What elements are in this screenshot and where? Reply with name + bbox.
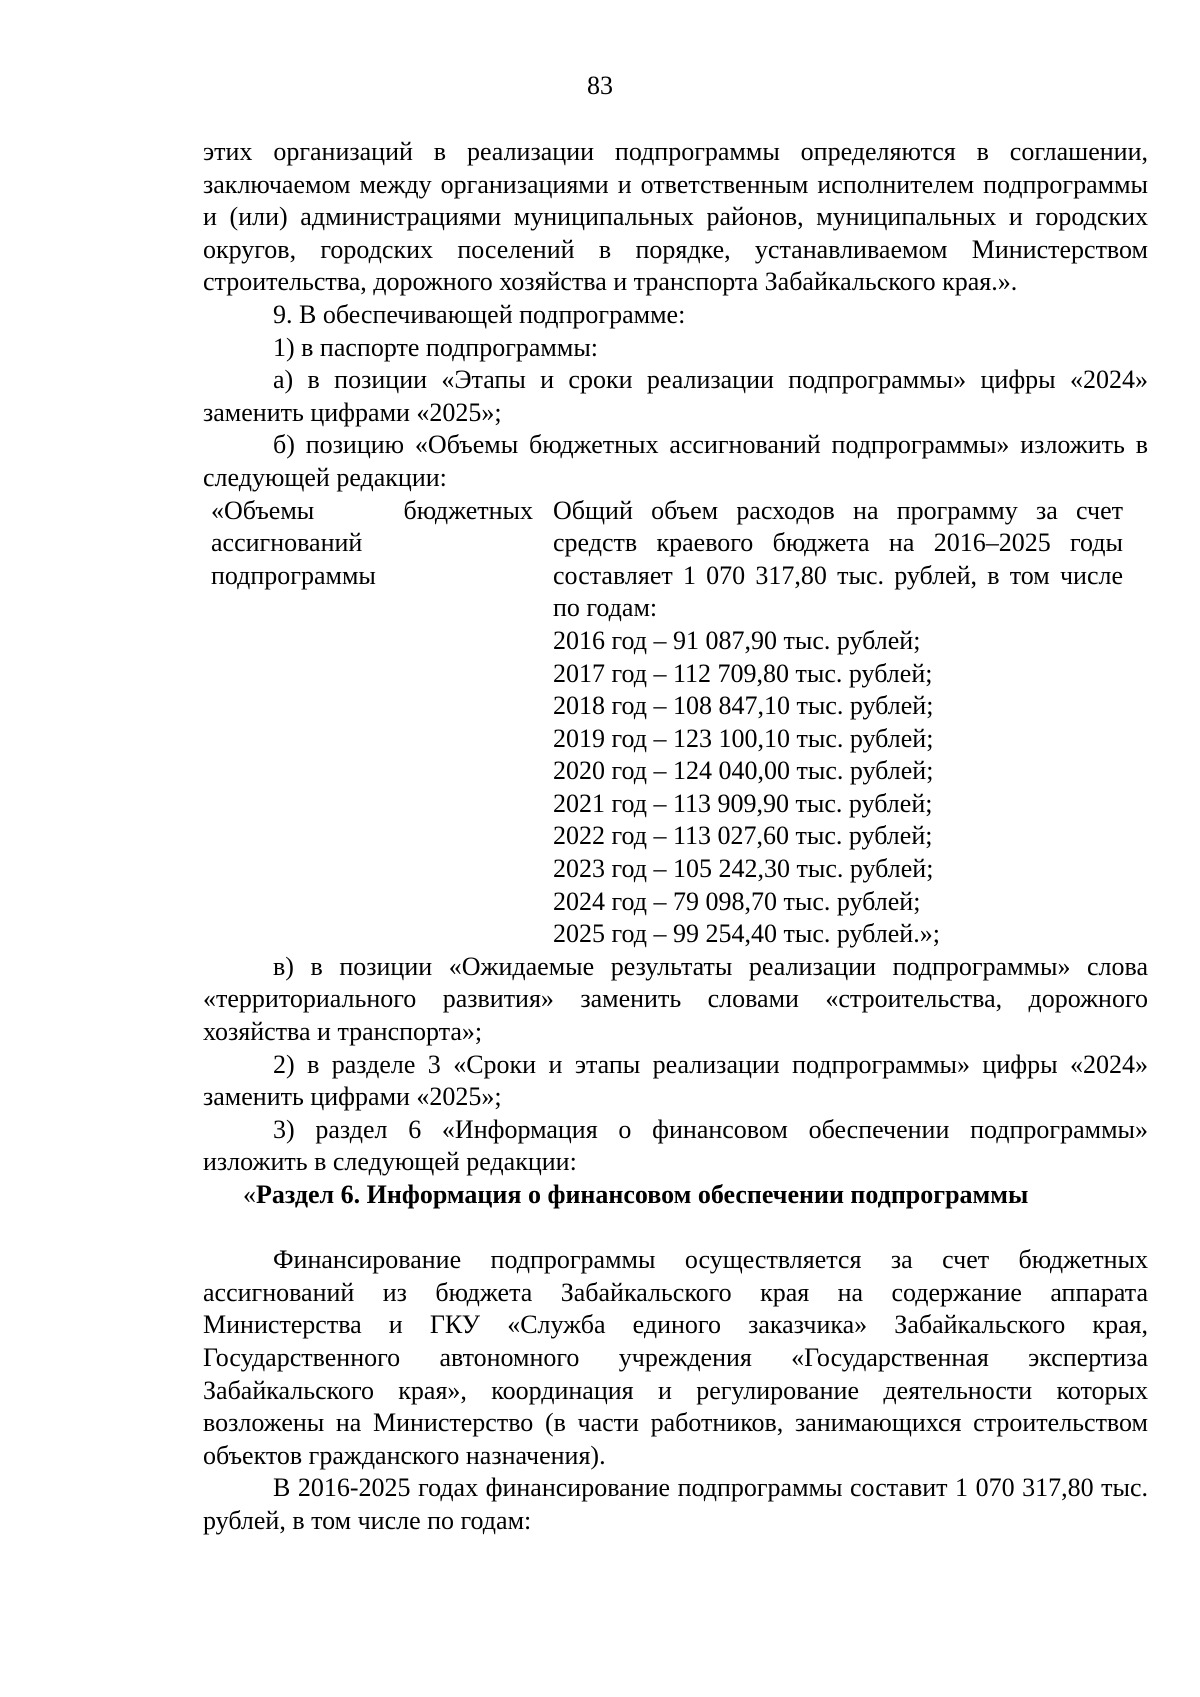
section-heading-quote: «: [243, 1180, 256, 1209]
paragraph-item-b: б) позицию «Объемы бюджетных ассигнований подпрограммы» изложить в следующей редакции:: [203, 430, 1148, 492]
passport-table: [203, 495, 1148, 951]
section-heading: [203, 1179, 1148, 1212]
passport-label: «Объемы бюджетных ассигнований подпрограммы: [211, 495, 533, 590]
paragraph-item-v: в) в позиции «Ожидаемые результаты реализации подпрограммы» слова «территориального развития» заменить словами «строительства, дорожного хозяйства и транспорта»;: [203, 951, 1148, 1047]
paragraph-item-9: 9. В обеспечивающей подпрограмме:: [273, 299, 686, 329]
passport-intro: Общий объем расходов на программу за счет средств краевого бюджета на 2016–2025 годы составляет 1 070 317,80 тыс. рублей, в том числе по годам:: [553, 495, 1123, 623]
paragraph-item-3: 3) раздел 6 «Информация о финансовом обеспечении подпрограммы» изложить в следующей редакции:: [203, 1114, 1148, 1177]
section-heading-title: Раздел 6. Информация о финансовом обеспечении подпрограммы: [256, 1180, 1029, 1209]
paragraph-item-1-passport: 1) в паспорте подпрограммы:: [273, 332, 599, 362]
passport-year-line: 2019 год – 123 100,10 тыс. рублей;: [553, 723, 934, 753]
document-body: [203, 136, 1148, 1538]
passport-year-line: 2022 год – 113 027,60 тыс. рублей;: [553, 821, 933, 851]
passport-year-line: 2024 год – 79 098,70 тыс. рублей;: [553, 886, 921, 916]
blank-line: [203, 1212, 1148, 1245]
page-number: 83: [587, 71, 613, 100]
passport-year-line: 2023 год – 105 242,30 тыс. рублей;: [553, 854, 934, 884]
passport-year-line: 2017 год – 112 709,80 тыс. рублей;: [553, 658, 933, 688]
passport-year-line: 2021 год – 113 909,90 тыс. рублей;: [553, 788, 933, 818]
passport-year-line: 2025 год – 99 254,40 тыс. рублей.»;: [553, 919, 940, 949]
paragraph-financing: Финансирование подпрограммы осуществляется за счет бюджетных ассигнований из бюджета Забайкальского края на содержание аппарата Министерства и ГКУ «Служба единого заказчика» Забайкальского края, Государственного автономного учреждения «Государственная экспертиза Забайкальского края», координация и регулирование деятельности которых возложены на Министерство (в части работников, занимающихся строительством объектов гражданского назначения).: [203, 1245, 1148, 1470]
paragraph-item-a: а) в позиции «Этапы и сроки реализации подпрограммы» цифры «2024» заменить цифрами «2025»;: [203, 365, 1148, 427]
paragraph-continuation: этих организаций в реализации подпрограммы определяются в соглашении, заключаемом между организациями и ответственным исполнителем подпрограммы и (или) администрациями муниципальных районов, муниципальных и городских округов, городских поселений в порядке, устанавливаемом Министерством строительства, дорожного хозяйства и транспорта Забайкальского края.».: [203, 137, 1148, 297]
paragraph-item-2: 2) в разделе 3 «Сроки и этапы реализации подпрограммы» цифры «2024» заменить цифрами «2025»;: [203, 1049, 1148, 1112]
passport-year-line: 2016 год – 91 087,90 тыс. рублей;: [553, 625, 921, 655]
paragraph-financing-total: В 2016-2025 годах финансирование подпрограммы составит 1 070 317,80 тыс. рублей, в том числе по годам:: [203, 1473, 1148, 1535]
passport-year-line: 2018 год – 108 847,10 тыс. рублей;: [553, 691, 934, 721]
passport-value: [533, 495, 1123, 951]
passport-year-line: 2020 год – 124 040,00 тыс. рублей;: [553, 756, 934, 786]
